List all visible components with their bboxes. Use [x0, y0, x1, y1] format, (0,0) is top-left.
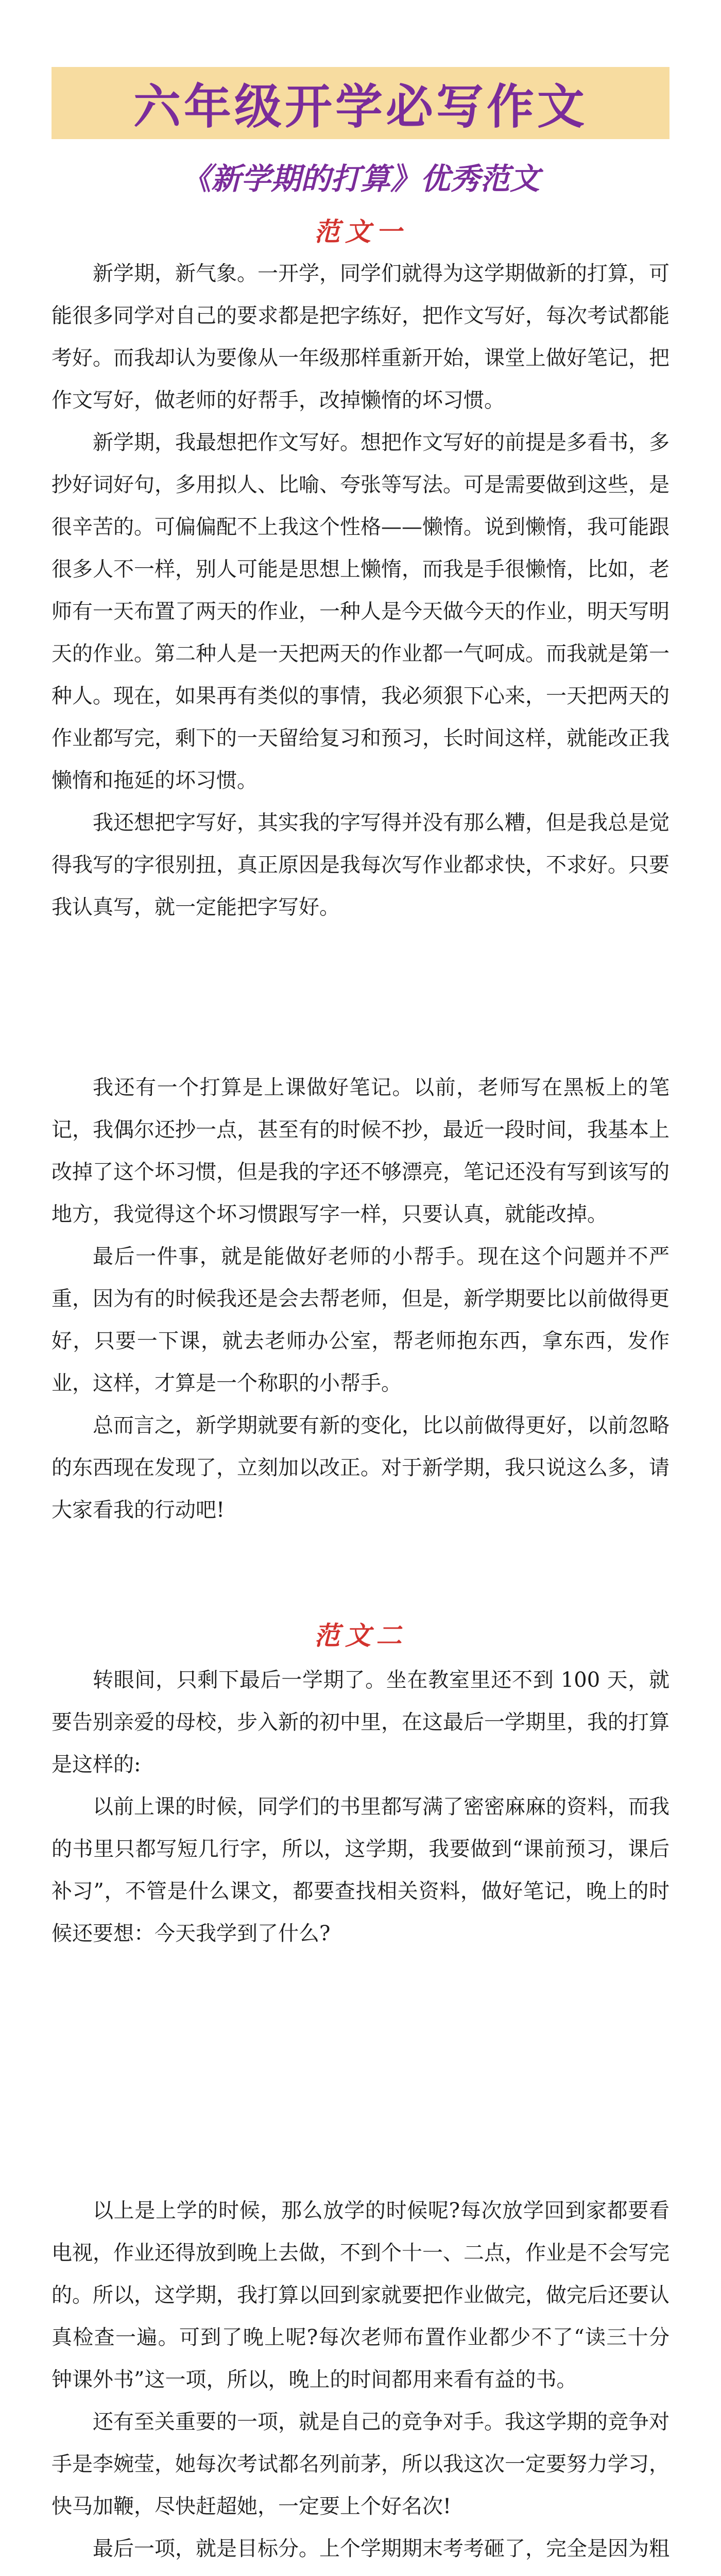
essay1-part2	[52, 1066, 670, 1531]
paragraph: 总而言之，新学期就要有新的变化，比以前做得更好，以前忽略的东西现在发现了，立刻加以改正。对于新学期，我只说这么多，请大家看我的行动吧!	[52, 1414, 670, 1522]
paragraph: 我还想把字写好，其实我的字写得并没有那么糟，但是我总是觉得我写的字很别扭，真正原因是我每次写作业都求快，不求好。只要我认真写，就一定能把字写好。	[52, 811, 670, 919]
paragraph: 最后一件事，就是能做好老师的小帮手。现在这个问题并不严重，因为有的时候我还是会去帮老师，但是，新学期要比以前做得更好，只要一下课，就去老师办公室，帮老师抱东西，拿东西，发作业，这样，才算是一个称职的小帮手。	[52, 1245, 670, 1395]
essay2-heading: 范文二	[314, 1620, 407, 1651]
paragraph: 新学期，新气象。一开学，同学们就得为这学期做新的打算，可能很多同学对自己的要求都是把字练好，把作文写好，每次考试都能考好。而我却认为要像从一年级那样重新开始，课堂上做好笔记，把作文写好，做老师的好帮手，改掉懒惰的坏习惯。	[52, 262, 670, 412]
paragraph: 转眼间，只剩下最后一学期了。坐在教室里还不到 100 天，就要告别亲爱的母校，步入新的初中里，在这最后一学期里，我的打算是这样的:	[52, 1668, 670, 1776]
paragraph: 新学期，我最想把作文写好。想把作文写好的前提是多看书，多抄好词好句，多用拟人、比喻、夸张等写法。可是需要做到这些，是很辛苦的。可偏偏配不上我这个性格——懒惰。说到懒惰，我可能跟很多人不一样，别人可能是思想上懒惰，而我是手很懒惰，比如，老师有一天布置了两天的作业，一种人是今天做今天的作业，明天写明天的作业。第二种人是一天把两天的作业都一气呵成。而我就是第一种人。现在，如果再有类似的事情，我必须狠下心来，一天把两天的作业都写完，剩下的一天留给复习和预习，长时间这样，就能改正我懒惰和拖延的坏习惯。	[52, 431, 670, 792]
essay2-part1	[52, 1659, 670, 1955]
paragraph: 还有至关重要的一项，就是自己的竞争对手。我这学期的竞争对手是李婉莹，她每次考试都名列前茅，所以我这次一定要努力学习，快马加鞭，尽快赶超她，一定要上个好名次!	[52, 2410, 670, 2518]
essay2-part2	[52, 2190, 670, 2576]
paragraph: 以上是上学的时候，那么放学的时候呢?每次放学回到家都要看电视，作业还得放到晚上去做，不到个十一、二点，作业是不会写完的。所以，这学期，我打算以回到家就要把作业做完，做完后还要认真检查一遍。可到了晚上呢?每次老师布置作业都少不了“读三十分钟课外书”这一项，所以，晚上的时间都用来看有益的书。	[52, 2199, 670, 2392]
page-subtitle: 《新学期的打算》优秀范文	[181, 161, 540, 196]
page-title: 六年级开学必写作文	[133, 79, 588, 134]
essay1-heading: 范文一	[314, 216, 407, 247]
title-banner	[52, 67, 670, 139]
paragraph: 以前上课的时候，同学们的书里都写满了密密麻麻的资料，而我的书里只都写短几行字，所以，这学期，我要做到“课前预习，课后补习”，不管是什么课文，都要查找相关资料，做好笔记，晚上的时候还要想：今天我学到了什么?	[52, 1795, 670, 1945]
paragraph: 我还有一个打算是上课做好笔记。以前，老师写在黑板上的笔记，我偶尔还抄一点，甚至有的时候不抄，最近一段时间，我基本上改掉了这个坏习惯，但是我的字还不够漂亮，笔记还没有写到该写的地方，我觉得这个坏习惯跟写字一样，只要认真，就能改掉。	[52, 1076, 670, 1226]
paragraph: 最后一项，就是目标分。上个学期期末考考砸了，完全是因为粗	[93, 2537, 670, 2561]
essay1-part1	[52, 252, 670, 928]
